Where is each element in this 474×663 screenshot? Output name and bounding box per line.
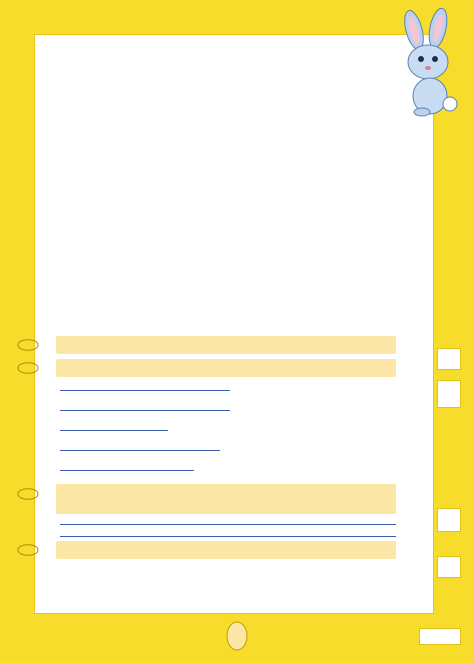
blank-3[interactable] [60, 423, 168, 431]
worksheet-page [34, 34, 434, 614]
page-number-badge [226, 620, 248, 652]
task-4-bar [56, 541, 396, 559]
task-number-3 [16, 484, 40, 504]
total-score-box[interactable] [419, 628, 461, 645]
answer-rule-1[interactable] [60, 524, 396, 525]
task-2-bar [56, 359, 396, 377]
blank-4[interactable] [60, 443, 220, 451]
score-box-1[interactable] [437, 348, 461, 370]
task-number-4 [16, 540, 40, 560]
blank-1[interactable] [60, 383, 230, 391]
bunny-illustration [392, 8, 468, 118]
score-box-4[interactable] [437, 556, 461, 578]
task-3-text [60, 487, 394, 499]
fill-line-2 [60, 403, 230, 413]
fill-line-4 [60, 443, 220, 453]
task-number-1 [16, 335, 40, 355]
answer-rule-2[interactable] [60, 536, 396, 537]
fill-line-3 [60, 423, 168, 433]
blank-5[interactable] [60, 463, 194, 471]
score-box-3[interactable] [437, 508, 461, 532]
score-box-2[interactable] [437, 380, 461, 408]
task-1-bar [56, 336, 396, 354]
blank-2[interactable] [60, 403, 230, 411]
fill-line-5 [60, 463, 194, 473]
task-number-2 [16, 358, 40, 378]
fill-line-1 [60, 383, 230, 393]
